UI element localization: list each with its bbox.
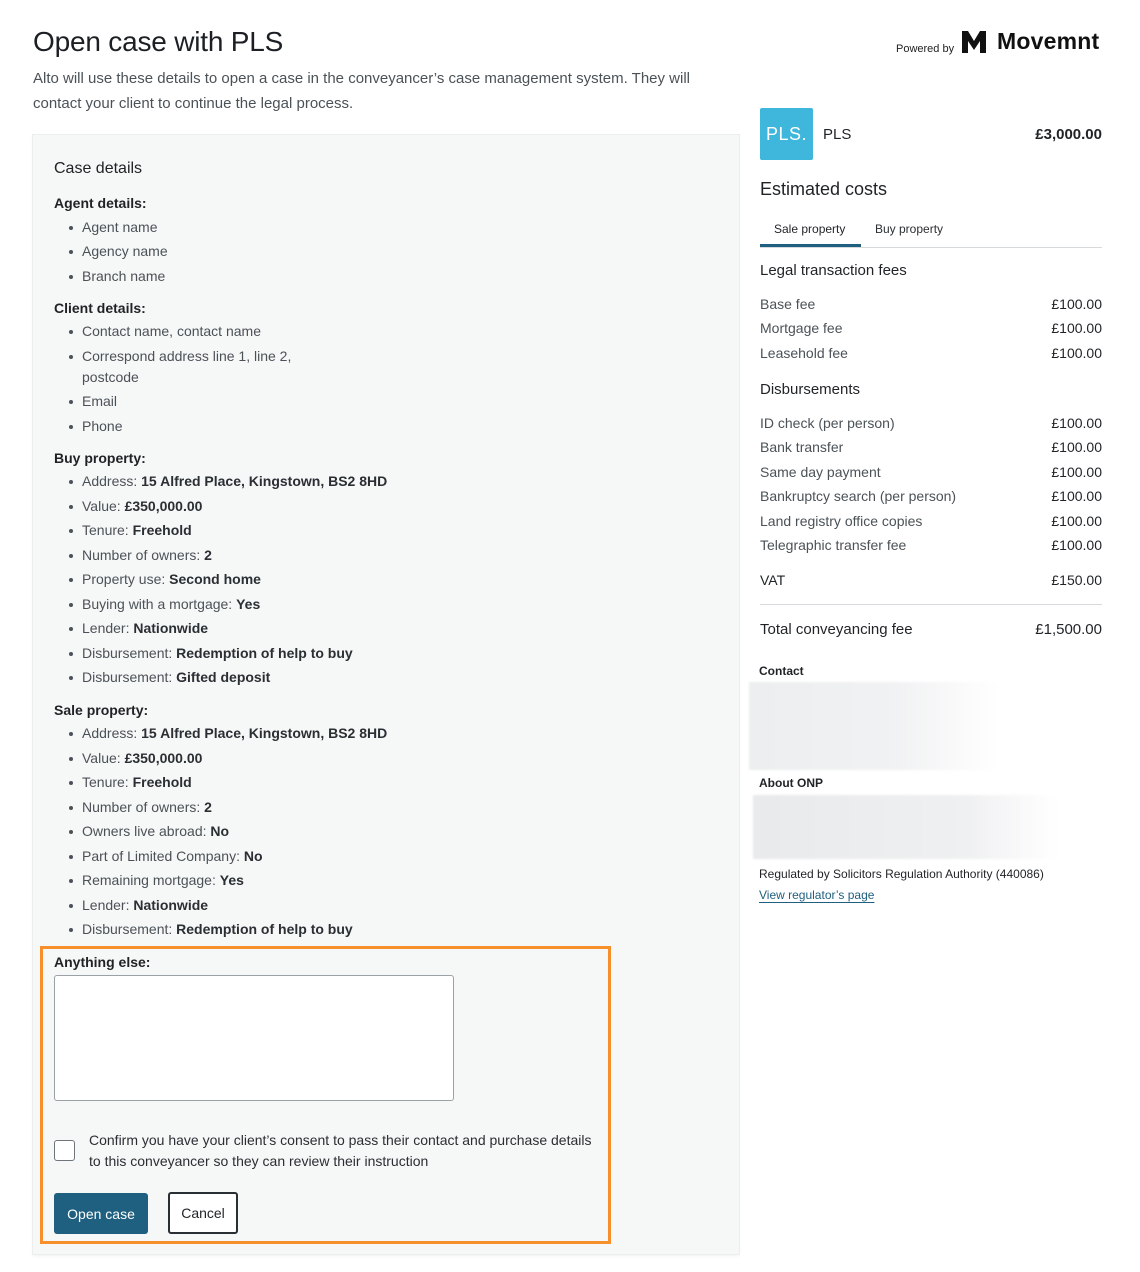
sale-property-heading: Sale property: xyxy=(54,702,149,718)
open-case-button[interactable]: Open case xyxy=(54,1193,148,1234)
total-divider xyxy=(760,604,1102,605)
list-item: Address: 15 Alfred Place, Kingstown, BS2 8HD xyxy=(82,471,482,492)
list-item: Contact name, contact name xyxy=(82,321,382,342)
fee-value: £100.00 xyxy=(1051,415,1102,431)
powered-by-text: Powered by xyxy=(896,43,955,55)
total-fee-value: £1,500.00 xyxy=(1035,621,1102,638)
vat-value: £150.00 xyxy=(1051,572,1102,588)
list-item: Buying with a mortgage: Yes xyxy=(82,594,482,615)
list-item: Value: £350,000.00 xyxy=(82,748,482,769)
list-item: Number of owners: 2 xyxy=(82,545,482,566)
fee-label: Mortgage fee xyxy=(760,320,843,336)
list-item: Remaining mortgage: Yes xyxy=(82,870,482,891)
fee-label: Same day payment xyxy=(760,464,881,480)
page-subtitle: Alto will use these details to open a case in the conveyancer’s case management system. They will contact your client to continue the legal process. xyxy=(33,70,691,112)
contact-heading: Contact xyxy=(759,664,804,678)
disbursements-heading: Disbursements xyxy=(760,381,861,398)
fee-label: Base fee xyxy=(760,296,816,312)
tab-buy-property[interactable]: Buy property xyxy=(875,222,944,236)
fee-value: £100.00 xyxy=(1051,345,1102,361)
provider-name: PLS xyxy=(823,126,852,143)
consent-text: Confirm you have your client’s consent to pass their contact and purchase details to this conveyancer so they can review their instruction xyxy=(89,1132,592,1169)
provider-price: £3,000.00 xyxy=(1035,126,1102,143)
anything-else-label: Anything else: xyxy=(54,954,151,970)
anything-else-input[interactable] xyxy=(54,975,454,1101)
fee-value: £100.00 xyxy=(1051,488,1102,504)
fee-value: £100.00 xyxy=(1051,537,1102,553)
list-item: Email xyxy=(82,391,382,412)
fee-label: Bankruptcy search (per person) xyxy=(760,488,957,504)
list-item: Tenure: Freehold xyxy=(82,772,482,793)
consent-checkbox[interactable] xyxy=(54,1140,75,1161)
buy-property-heading: Buy property: xyxy=(54,450,146,466)
active-tab-indicator xyxy=(760,244,861,247)
list-item: Owners live abroad: No xyxy=(82,821,482,842)
list-item: Lender: Nationwide xyxy=(82,618,482,639)
list-item: Disbursement: Redemption of help to buy xyxy=(82,919,482,940)
list-item: Agency name xyxy=(82,241,382,262)
fee-value: £100.00 xyxy=(1051,320,1102,336)
list-item: Tenure: Freehold xyxy=(82,520,482,541)
cancel-button[interactable]: Cancel xyxy=(168,1192,238,1234)
list-item: Disbursement: Gifted deposit xyxy=(82,667,482,688)
fee-value: £100.00 xyxy=(1051,296,1102,312)
about-heading: About ONP xyxy=(759,776,823,790)
brand-name: Movemnt xyxy=(997,28,1100,54)
pls-logo: PLS. xyxy=(760,108,813,160)
fee-label: Land registry office copies xyxy=(760,513,923,529)
regulated-text: Regulated by Solicitors Regulation Authority (440086) xyxy=(759,867,1044,881)
cost-tabs xyxy=(760,211,1102,248)
tab-sale-property[interactable]: Sale property xyxy=(774,222,846,236)
list-item: Value: £350,000.00 xyxy=(82,496,482,517)
fee-value: £100.00 xyxy=(1051,439,1102,455)
contact-redacted-block xyxy=(749,682,999,770)
vat-label: VAT xyxy=(760,572,786,588)
agent-details-heading: Agent details: xyxy=(54,195,147,211)
list-item: Agent name xyxy=(82,217,382,238)
estimated-costs-title: Estimated costs xyxy=(760,179,888,199)
regulator-link[interactable]: View regulator’s page xyxy=(759,888,875,902)
client-details-heading: Client details: xyxy=(54,300,146,316)
fee-label: Leasehold fee xyxy=(760,345,848,361)
legal-fees-heading: Legal transaction fees xyxy=(760,262,907,279)
fee-value: £100.00 xyxy=(1051,464,1102,480)
list-item: Disbursement: Redemption of help to buy xyxy=(82,643,482,664)
list-item: Correspond address line 1, line 2, postcode xyxy=(82,346,297,388)
brand-logo xyxy=(961,28,1099,55)
case-details-title: Case details xyxy=(54,160,143,177)
list-item: Address: 15 Alfred Place, Kingstown, BS2 8HD xyxy=(82,723,482,744)
fee-value: £100.00 xyxy=(1051,513,1102,529)
list-item: Phone xyxy=(82,416,382,437)
list-item: Part of Limited Company: No xyxy=(82,846,482,867)
total-fee-label: Total conveyancing fee xyxy=(760,621,913,638)
fee-label: Bank transfer xyxy=(760,439,844,455)
list-item: Lender: Nationwide xyxy=(82,895,482,916)
list-item: Number of owners: 2 xyxy=(82,797,482,818)
fee-label: Telegraphic transfer fee xyxy=(760,537,907,553)
page-title: Open case with PLS xyxy=(33,26,284,57)
list-item: Branch name xyxy=(82,266,382,287)
fee-label: ID check (per person) xyxy=(760,415,895,431)
list-item: Property use: Second home xyxy=(82,569,482,590)
movemnt-logo-icon xyxy=(961,30,987,54)
about-redacted-block xyxy=(753,795,1058,859)
